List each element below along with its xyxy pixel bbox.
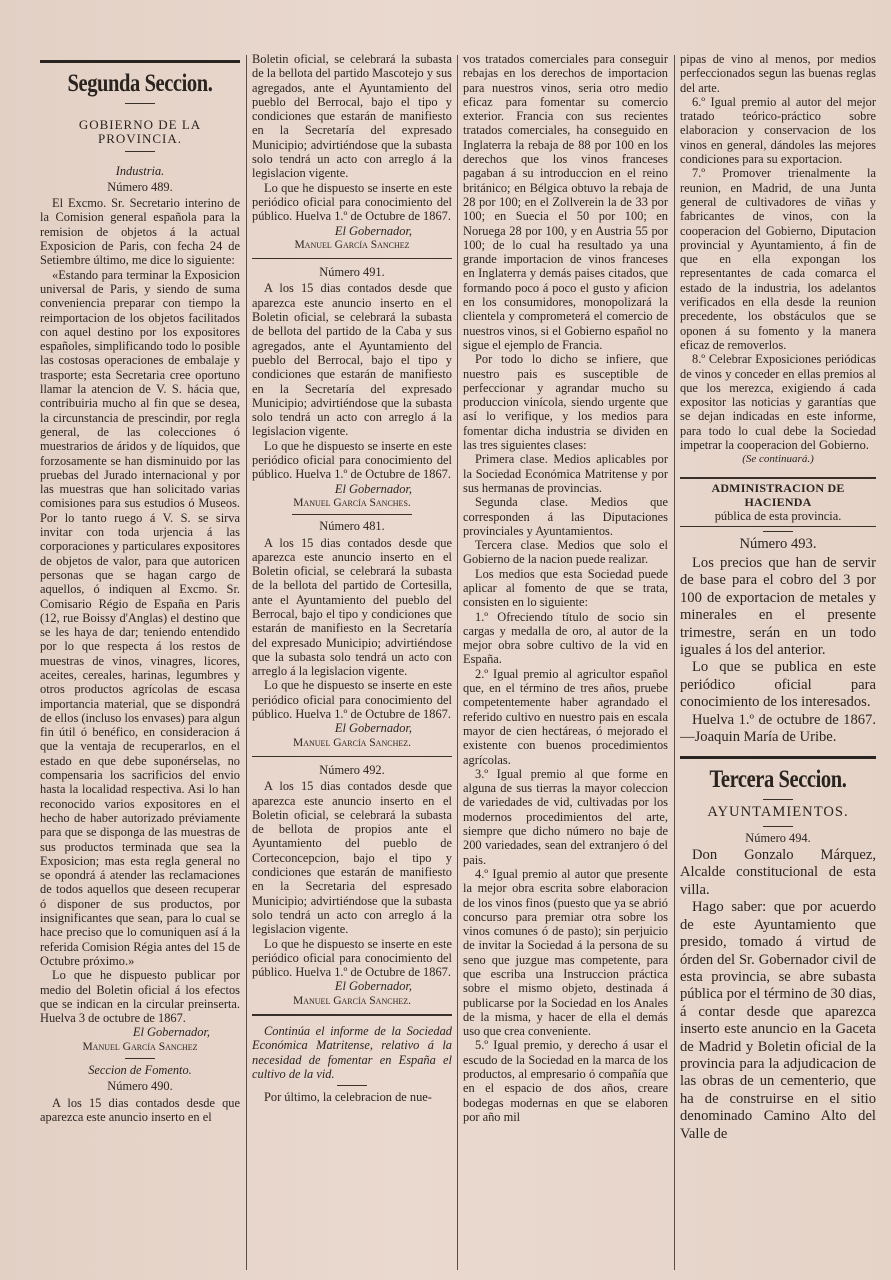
paragraph: «Estando para terminar la Exposicion universal de Paris, y siendo de suma conveniencia preparar con tiempo la reimportacion de los objetos facilitados con aquel destino por los expositores españoles, simplificando todo lo posible las costosas operaciones de embalaje y trasporte; esta Secretaria cree oportuno llamar la atencion de V. S. hácia que, contribuiria mucho al fin que se desea, la circunstancia de prescindir, por regla general, de las colecciones ó muestrarios de áridos y de líquidos, que forzosamente se han disminuido por las pruebas del Jurado internacional y por las muestras que han solicitado varias comisiones para sus estudios ó Museos. Por lo tanto ruego á V. S. se sirva invitar con toda urjencia á las corporaciones y particulares expositores de objetos de valor, para que autoricen personas que se hagan cargo de aquellos, ó indiquen al Excmo. Sr. Comisario Régio de España en Paris (12, rue Boissy d'Anglas) el destino que se les haya de dar; teniendo entendido por lo que respecta á los restos de muestras de vinos, vinagres, licores, aceites, cereales, harinas, legumbres y otros productos agrícolas de escasa importancia material, que se dispondrá de ellos (incluso los envases) para algun fin útil ó benéfico, en consideracion á que la ventaja de recuperarlos, en el estado en que debe suponérselas, no compensaria los sacrificios del envio hasta la localidad respectiva. Asi lo han reconocido varios expositores en el hecho de haber autorizado préviamente para que se disponga de las muestras de sus productos terminada que sea la Exposicion; mas esta regla general no se opondrá á atender las reclamaciones de todos aquellos que deseen recuperar ó disponer de sus productos, por insignificantes que sean, para lo cual se hace preciso que lo comuniquen así á la referida Comision Régia antes del 15 de Octubre próximo.»: [40, 267, 240, 968]
signature: Manuel García Sanchez.: [293, 994, 411, 1007]
divider: [252, 1014, 452, 1016]
paragraph: Lo que he dispuesto se inserte en este periódico oficial para conocimiento del público. Huelva 1.º de Octubre de 1867.: [252, 180, 452, 224]
heading-administracion: ADMINISTRACION DE HACIENDA: [711, 480, 845, 509]
paragraph: 8.º Celebrar Exposiciones periódicas de vinos y conceder en ellas premios al que los merezca, exigiendo á cada expositor las noticias y garantías que se dejan indicadas en este informe, para todo lo cual debe la Sociedad impetrar la cooperacion del Gobierno.: [680, 352, 876, 453]
divider: [763, 826, 793, 827]
notice-number: Número 494.: [745, 830, 811, 845]
paragraph: 7.º Promover trienalmente la reunion, en Madrid, de una Junta general de cultivadores de viñas y fabricantes de vinos, con la cooperacion del Gobierno, Diputacion provincial y Ayuntamiento, á fin de que en ella expongan los representantes de cada comarca el estado de la industria, los adelantos verificados en ella desde la reunion precedente, los obstáculos que se oponen á su fomento y la manera eficaz de removerlos.: [680, 166, 876, 352]
signature: Manuel García Sanchez: [82, 1040, 198, 1053]
paragraph: Los precios que han de servir de base para el cobro del 3 por 100 de exportacion de metales y minerales en el presente trimestre, serán en un todo iguales á los del anterior.: [680, 554, 876, 658]
notice-number: Número 493.: [739, 535, 817, 552]
divider: [40, 60, 240, 63]
divider: [292, 514, 412, 515]
signature: Manuel García Sanchez.: [293, 736, 411, 749]
signature-title: El Gobernador,: [334, 223, 412, 238]
signature: Manuel García Sanchez: [294, 238, 410, 251]
paragraph: pipas de vino al menos, por medios perfeccionados segun las buenas reglas del arte.: [680, 52, 876, 95]
paragraph: Huelva 1.º de octubre de 1867.—Joaquin María de Uribe.: [680, 711, 876, 745]
column-rule: [457, 55, 458, 1270]
section-title: Segunda Seccion.: [67, 70, 213, 97]
notice-number: Número 490.: [107, 1079, 173, 1094]
paragraph: Boletin oficial, se celebrará la subasta de la bellota del partido Mascotejo y sus agregados, ante el Ayuntamiento del pueblo del Berrocal, bajo el tipo y condiciones que estarán de manifiesto en la Secretaría del expresado Municipio; advirtiéndose que la subasta solo tendrá un acto con arreglo á la legislacion vigente.: [252, 52, 452, 181]
divider: [125, 1058, 155, 1059]
paragraph: 3.º Igual premio al que forme en alguna de sus tierras la mayor coleccion de variedades de vid, cultivadas por los modernos procedimientos del arte, siempre que dicho número no baje de 200 variedades, sean del extranjero ó del pais.: [463, 766, 668, 867]
notice-number: Número 492.: [319, 762, 385, 777]
divider: [337, 1085, 367, 1086]
paragraph: 2.º Igual premio al agricultor español que, en el término de tres años, pruebe competentemente haber agrandado el referido cultivo en nuestro pais en escala mayor de cien hectáreas, ó mejorado el existente con buenos procedimientos agrícolas.: [463, 666, 668, 767]
notice-number: Número 489.: [107, 179, 173, 194]
notice-number: Número 481.: [319, 519, 385, 534]
paragraph: Por todo lo dicho se infiere, que nuestro pais es susceptible de perfeccionar y agrandar mucho su produccion vinícola, siendo urgente que así lo verifique, y los medios para fomentar dicha industria se dividen en las tres siguientes clases:: [463, 352, 668, 453]
section-title: Tercera Seccion.: [709, 766, 847, 794]
divider: [125, 151, 155, 152]
paragraph: A los 15 dias contados desde que aparezca este anuncio inserto en el Boletin oficial, se celebrará la subasta de bellota del partido de la Caba y sus agregados, ante el Ayuntamiento del pueblo del Berrocal, bajo el tipo y condiciones que estarán de manifiesto en la Secretaría del expresado Municipio; advirtiéndose que la subasta solo tendrá un acto con arreglo á la legislacion vigente.: [252, 281, 452, 439]
paragraph: 6.º Igual premio al autor del mejor tratado teórico-práctico sobre elaboracion y conservacion de los vinos en general, dándoles las mejores condiciones para su exportacion.: [680, 94, 876, 167]
paragraph: Tercera clase. Medios que solo el Gobierno de la nacion puede realizar.: [463, 538, 668, 567]
notice-number: Número 491.: [319, 265, 385, 280]
column-4: [680, 52, 876, 1274]
admin-box: [680, 477, 876, 527]
divider: [763, 531, 793, 532]
column-2: [252, 52, 452, 1274]
paragraph: Lo que se publica en este periódico oficial para conocimiento de los interesados.: [680, 659, 876, 711]
divider: [680, 756, 876, 759]
column-1: [40, 52, 240, 1274]
paragraph: A los 15 dias contados desde que aparezca este anuncio inserto en el: [40, 1095, 240, 1124]
signature-title: El Gobernador,: [334, 481, 412, 496]
paragraph: Lo que he dispuesto se inserte en este periódico oficial para conocimiento del público. Huelva 1.º de Octubre de 1867.: [252, 936, 452, 980]
paragraph: Por último, la celebracion de nue-: [264, 1090, 432, 1105]
paragraph: Segunda clase. Medios que corresponden á las Diputaciones provinciales y Ayuntamientos.: [463, 495, 668, 538]
column-3: [463, 52, 668, 1274]
heading-informe: Continúa el informe de la Sociedad Económica Matritense, relativo á la necesidad de fomentar en España el cultivo de la vid.: [252, 1024, 452, 1081]
signature-title: El Gobernador,: [334, 721, 412, 736]
divider: [125, 103, 155, 104]
paragraph: Hago saber: que por acuerdo de este Ayuntamiento que presido, tomado á virtud de órden del Sr. Gobernador civil de esta provincia, se abre subasta pública por el término de 30 dias, á contar desde que aparezca inserto este anuncio en la Gaceta de Madrid y Boletin oficial de la provincia para la adjudicacion de las obras de un cementerio, que ha de construirse en el sitio denominado Camino Alto del Valle de: [680, 899, 876, 1142]
heading-industria: Industria.: [115, 163, 165, 178]
signature-title: El Gobernador,: [132, 1025, 210, 1040]
paragraph: Lo que he dispuesto publicar por medio del Boletin oficial á los efectos que se indican en la circular preinserta. Huelva 3 de octubre de 1867.: [40, 968, 240, 1026]
paragraph: A los 15 dias contados desde que aparezca este anuncio inserto en el Boletin oficial, se celebrará la subasta de bellota de propios ante el Ayuntamiento del pueblo de Corteconcepcion, bajo el tipo y condiciones que estarán de manifiesto en la Secretaria del espresado Municipio; advirtiéndose que la subasta solo tendrá un acto con arreglo á la legislacion vigente.: [252, 779, 452, 937]
paragraph: 4.º Igual premio al autor que presente la mejor obra escrita sobre elaboracion de los vinos finos (puesto que ya se abrió concurso para premiar otra sobre los vinos comunes ó de pasto); sin perjuicio de invitar la Sociedad á la persona de su seno que juzgue mas competente, para que escriba una Instruccion práctica sobre el mismo objeto, destinada á publicarse por la Sociedad en los Anales de la misma, y hacer de ella el demás uso que crea conveniente.: [463, 866, 668, 1039]
signature: Manuel García Sanches.: [293, 496, 411, 509]
paragraph: 1.º Ofreciendo título de socio sin cargas y medalla de oro, al autor de la mejor obra sobre cultivo de la vid en España.: [463, 609, 668, 667]
paragraph: Don Gonzalo Márquez, Alcalde constitucional de esta villa.: [680, 847, 876, 898]
paragraph: Lo que he dispuesto se inserte en este periódico oficial para conocimiento del público. Huelva 1.º de Octubre de 1867.: [252, 678, 452, 722]
divider: [252, 756, 452, 757]
heading-ayuntamientos: AYUNTAMIENTOS.: [707, 804, 849, 821]
paragraph: 5.º Igual premio, y derecho á usar el escudo de la Sociedad en la marca de los productos, al empresario ó compañía que en el espacio de dos años, creare bodegas modernas en que se elaboren por año mil: [463, 1038, 668, 1124]
heading-fomento: Seccion de Fomento.: [88, 1063, 192, 1077]
heading-subtitle: pública de esta provincia.: [714, 509, 842, 524]
paragraph: A los 15 dias contados desde que aparezca este anuncio inserto en el Boletin oficial, se celebrará la subasta de la bellota del partido de Cortesilla, ante el Ayuntamiento del pueblo del Berrocal, bajo el tipo y condiciones que estarán de manifiesto en la Secretaría del expresado Municipio; advirtiéndose que la subasta solo tendrá un acto con arreglo á la legislacion vigente.: [252, 535, 452, 679]
paragraph: Los medios que esta Sociedad puede aplicar al fomento de que se trata, consisten en lo siguiente:: [463, 566, 668, 610]
paragraph: vos tratados comerciales para conseguir rebajas en los derechos de importacion para nuestros vinos, seria otro medio eficaz para fomentar su comercio exterior. Francia con sus recientes tratados comerciales, ha conseguido en Inglaterra la rebaja de 88 por 100 en los derechos que los vinos franceses pagaban á su introduccion en el reino británico; en Bélgica obtuvo la rebaja de 28 por 100; en el Zollverein la de 33 por 100; en Suecia el 50 por 100; en Noruega 28 por 100, y en Austria 55 por 100; de lo cual ha resultado ya una grande importacion de vinos franceses en Inglaterra y demás paises citados, que formando poco á poco el gusto y aficion en los consumidores, monopolizará la clientela y comprometerá el comercio de nuestros vinos, si el Gobierno español no sigue el ejemplo de Francia.: [463, 52, 668, 352]
paragraph: Primera clase. Medios aplicables por la Sociedad Económica Matritense y por sus hermanas de provincias.: [463, 452, 668, 495]
column-rule: [246, 55, 247, 1270]
column-rule: [674, 55, 675, 1270]
paragraph: El Excmo. Sr. Secretario interino de la Comision general española para la remision de objetos á la actual Exposicion de Paris, con fecha 24 de Setiembre último, me dice lo siguiente:: [40, 196, 240, 268]
heading-gobierno: GOBIERNO DE LA PROVINCIA.: [78, 117, 202, 147]
divider: [252, 258, 452, 259]
divider: [763, 799, 793, 800]
continued-note: (Se continuará.): [742, 453, 814, 466]
paragraph: Lo que he dispuesto se inserte en este periódico oficial para conocimiento del público. Huelva 1.º de Octubre de 1867.: [252, 438, 452, 482]
signature-title: El Gobernador,: [334, 979, 412, 994]
